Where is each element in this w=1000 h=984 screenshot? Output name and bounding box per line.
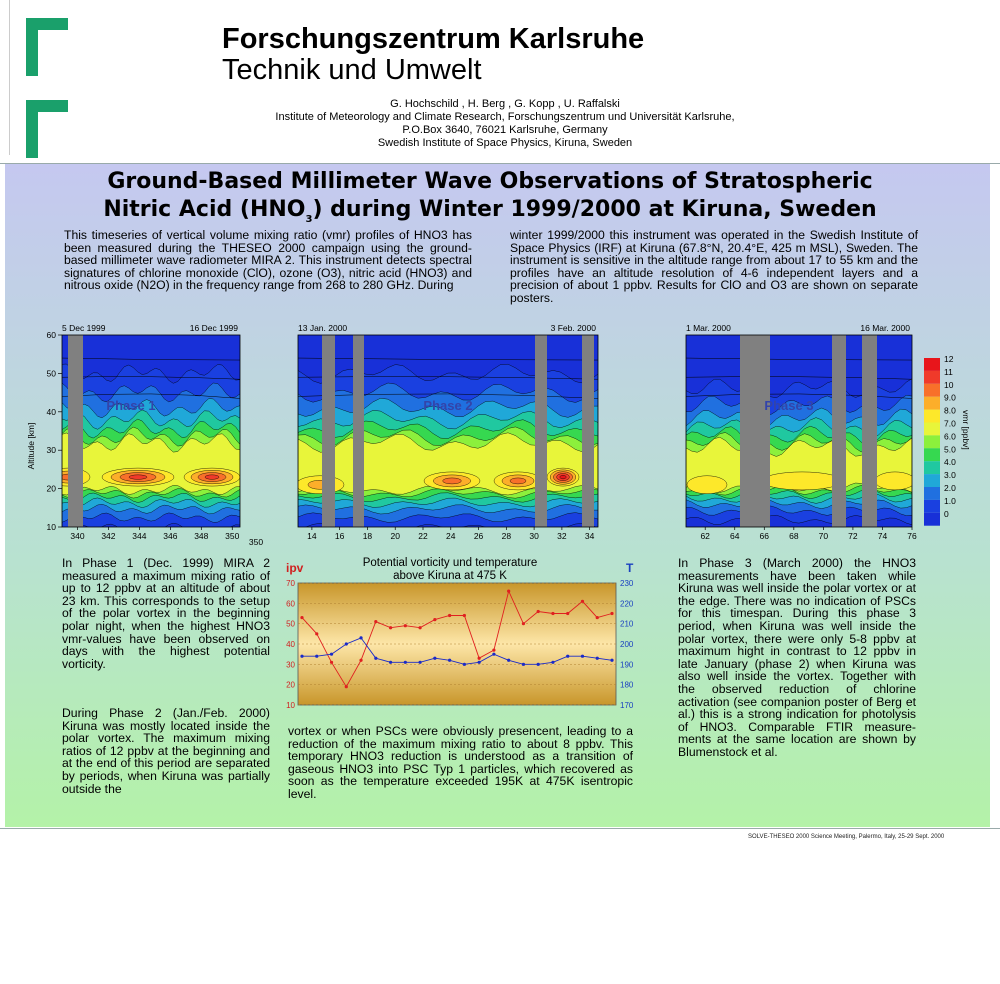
x-extra-tick-label: 350 [248, 537, 264, 547]
ipv-point [463, 614, 466, 617]
T-point [433, 657, 436, 660]
phase2-text-left: During Phase 2 (Jan./Feb. 2000) Kiruna was mostly located inside the polar vortex. The maximum mixing ratios of 12 ppbv at the beginning and at the end of this period are separated by periods, when Kiruna was partially outside the [62, 706, 270, 796]
x-tick-label: 350 [225, 531, 240, 541]
x-tick-label: 18 [362, 531, 373, 541]
contour-hotspot [762, 472, 842, 490]
t-axis-label: T [626, 561, 634, 575]
colorbar-swatch [924, 410, 940, 423]
colorbar-swatch [924, 448, 940, 461]
x-tick-label: 62 [700, 531, 710, 541]
y-tick-label: 50 [46, 368, 56, 379]
x-tick-label: 74 [877, 531, 888, 541]
contour-panel-1 [46, 323, 263, 547]
colorbar-swatch [924, 371, 940, 384]
chart-title-line-2: above Kiruna at 475 K [393, 570, 507, 582]
phase-label: Phase 3 [764, 398, 814, 413]
colorbar [924, 354, 971, 526]
x-tick-label: 32 [557, 531, 567, 541]
x-tick-label: 344 [132, 531, 147, 541]
ipv-point [610, 612, 613, 615]
T-point [330, 653, 333, 656]
ipv-tick: 30 [286, 660, 295, 670]
ipv-point [492, 649, 495, 652]
colorbar-swatch [924, 358, 940, 371]
y-tick-label: 60 [46, 330, 56, 340]
x-tick-label: 66 [759, 531, 770, 541]
ipv-point [433, 618, 436, 621]
ipv-ticks [286, 579, 295, 710]
poster-bottom-rule [0, 828, 1000, 829]
colorbar-swatch [924, 500, 940, 513]
ipv-tick: 60 [286, 599, 295, 609]
ipv-point [596, 616, 599, 619]
colorbar-swatch [924, 423, 940, 436]
logo-bar-bottom-horizontal [26, 100, 68, 112]
colorbar-swatch [924, 384, 940, 397]
title-line-1: Ground-Based Millimeter Wave Observations of Stratospheric [107, 169, 873, 194]
x-tick-label: 28 [501, 531, 512, 541]
t-tick: 200 [620, 640, 634, 649]
T-point [448, 659, 451, 662]
colorbar-tick: 1.0 [944, 495, 956, 506]
ipv-point [478, 657, 481, 660]
intro-right-text: winter 1999/2000 this instrument was operated in the Swedish Institute of Space Physics (IRF) at Kiruna (67.8°N, 20.4°E, 425 m MSL), Sweden. The instrument is sensitive in the altitude range from about 17 to 55 km and the profiles have an altitude resolution of 4-6 independent layers and a precision of about 1 ppbv. Results for ClO and O3 are shown on separate posters. [510, 228, 918, 305]
t-tick: 180 [620, 680, 634, 690]
T-point [418, 661, 421, 664]
phase-label: Phase 1 [106, 398, 156, 413]
x-tick-label: 22 [418, 531, 428, 541]
x-tick-label: 16 [334, 531, 345, 541]
T-point [478, 661, 481, 664]
y-tick-label: 20 [46, 483, 56, 494]
ipv-tick: 20 [286, 680, 295, 690]
ipv-point [581, 600, 584, 603]
ipv-point [345, 685, 348, 688]
institution-name: Forschungszentrum Karlsruhe [222, 23, 645, 55]
data-gap-bar [322, 335, 335, 527]
data-gap-bar [353, 335, 364, 527]
colorbar-swatch [924, 513, 940, 526]
ipv-point [300, 616, 303, 619]
institution-subtitle: Technik und Umwelt [222, 54, 482, 86]
ipv-point [418, 626, 421, 629]
x-tick-label: 76 [907, 531, 917, 541]
contour-panel-3 [686, 323, 917, 541]
x-tick-label: 34 [584, 531, 595, 541]
t-tick: 230 [620, 579, 634, 588]
ipv-point [537, 610, 540, 613]
chart-title-line-1: Potential vorticity und temperature [362, 557, 538, 569]
intro-left-text: This timeseries of vertical volume mixing ratio (vmr) profiles of HNO3 has been measured during the THESEO 2000 campaign using the ground-based millimeter wave radiometer MIRA 2. This instrument detects spectral signatures of chlorine monoxide (ClO), ozone (O3), nitric acid (HNO3) and nitrous oxide (N2O) in the frequency range from 268 to 280 GHz. During [64, 228, 472, 293]
x-tick-label: 340 [70, 531, 85, 541]
affiliation-1: Institute of Meteorology and Climate Research, Forschungszentrum und Universität Karlsruhe, [275, 111, 735, 123]
x-tick-label: 24 [446, 531, 456, 541]
colorbar-tick: 5.0 [944, 444, 956, 455]
logo-vertical-line [9, 0, 10, 155]
contour-hotspot [560, 475, 566, 479]
ipv-point [404, 624, 407, 627]
ipv-point [315, 632, 318, 635]
date-start-label: 13 Jan. 2000 [298, 323, 348, 333]
colorbar-tick: 10 [944, 379, 954, 390]
contour-chart [0, 320, 1000, 555]
x-tick-label: 342 [101, 531, 116, 541]
data-gap-bar [862, 335, 877, 527]
ipv-axis-label: ipv [286, 561, 304, 575]
date-end-label: 3 Feb. 2000 [550, 323, 596, 333]
colorbar-tick: 4.0 [944, 457, 956, 468]
y-axis-label: Altitude [km] [26, 422, 36, 470]
x-tick-label: 20 [390, 531, 400, 541]
ipv-tick: 70 [286, 579, 295, 588]
date-start-label: 5 Dec 1999 [62, 323, 106, 333]
phase3-text: In Phase 3 (March 2000) the HNO3 measurements have been taken while Kiruna was well inside the polar vortex or at the edge. There was no indication of PSCs for this timespan. During this phase 3 period, when Kiruna was well inside the polar vortex, there were only 5-8 ppbv at maximum hight in contrast to 12 ppbv in late January (phase 2) when Kiruna was also well inside the vortex. Together with the observed reduction of chlorine activation (see companion poster of Berg et al.) this is a strong indication for photolysis of HNO3. Comparable FTIR measure-ments at the same location are shown by Blumenstock et al. [678, 556, 916, 759]
ipv-point [374, 620, 377, 623]
colorbar-tick: 0 [944, 508, 949, 519]
y-axis-ticks [47, 330, 62, 532]
T-point [596, 657, 599, 660]
T-point [345, 642, 348, 645]
ipv-point [389, 626, 392, 629]
t-tick: 190 [620, 660, 634, 670]
colorbar-label: vmr [ppbv] [961, 410, 971, 450]
ipv-point [522, 622, 525, 625]
phase-label: Phase 2 [423, 398, 473, 413]
poster-top-rule [0, 163, 1000, 164]
contour-hotspot [205, 475, 219, 480]
y-tick-label: 30 [46, 445, 56, 456]
colorbar-tick: 3.0 [944, 470, 956, 481]
x-tick-label: 68 [789, 531, 799, 541]
x-tick-label: 64 [730, 531, 740, 541]
author-names: G. Hochschild , H. Berg , G. Kopp , U. Raffalski [390, 98, 620, 110]
T-point [359, 636, 362, 639]
authors-block [200, 98, 810, 150]
y-tick-label: 10 [46, 522, 56, 532]
T-point [404, 661, 407, 664]
T-point [537, 663, 540, 666]
colorbar-swatch [924, 461, 940, 474]
ipv-tick: 50 [286, 619, 295, 629]
T-point [507, 659, 510, 662]
contour-hotspot [510, 478, 526, 484]
colorbar-tick: 7.0 [944, 418, 956, 429]
date-start-label: 1 Mar. 2000 [686, 323, 731, 333]
T-point [551, 661, 554, 664]
T-point [315, 655, 318, 658]
pv-temperature-chart [280, 553, 640, 718]
x-tick-label: 70 [818, 531, 829, 541]
contour-panel-2 [296, 323, 598, 541]
date-end-label: 16 Mar. 2000 [860, 323, 910, 333]
colorbar-tick: 6.0 [944, 431, 956, 442]
contour-panels [46, 323, 917, 547]
affiliation-2: P.O.Box 3640, 76021 Karlsruhe, Germany [402, 124, 608, 136]
T-point [492, 653, 495, 656]
footer-note: SOLVE-THESEO 2000 Science Meeting, Palermo, Italy, 25-29 Sept. 2000 [748, 834, 945, 840]
T-point [581, 655, 584, 658]
phase1-text: In Phase 1 (Dec. 1999) MIRA 2 measured a maximum mixing ratio of up to 12 ppbv at an altitude of about 23 km. This corresponds to the setup of the polar vortex in the beginning polar night, when the highest HNO3 vmr-values have been observed on days with the highest potential vorticity. [62, 556, 270, 671]
date-end-label: 16 Dec 1999 [189, 323, 238, 333]
ipv-point [551, 612, 554, 615]
T-point [610, 659, 613, 662]
colorbar-swatch [924, 487, 940, 500]
affiliation-3: Swedish Institute of Space Physics, Kiruna, Sweden [377, 137, 633, 149]
data-gap-bar [68, 335, 83, 527]
phase2-text-mid: vortex or when PSCs were obviously presencent, leading to a reduction of the maximum mixing ratio to about 8 ppbv. This temporary HNO3 reduction is understood as a transition of gaseous HNO3 into PSC Typ 1 particles, which recovered as soon as the temperature exceeded 195K at 475K isentropic level. [288, 724, 633, 801]
data-gap-bar [832, 335, 846, 527]
colorbar-tick: 9.0 [944, 392, 956, 403]
t-tick: 210 [620, 619, 634, 629]
ipv-tick: 10 [286, 701, 295, 710]
data-gap-bar [582, 335, 594, 527]
data-gap-bar [535, 335, 547, 527]
t-ticks [620, 579, 634, 710]
ipv-point [330, 661, 333, 664]
contour-hotspot [443, 478, 462, 484]
data-gap-bar [740, 335, 770, 527]
logo-bar-top-horizontal [26, 18, 68, 30]
t-tick: 220 [620, 599, 634, 609]
ipv-point [448, 614, 451, 617]
ipv-point [507, 590, 510, 593]
ipv-point [566, 612, 569, 615]
x-tick-label: 348 [194, 531, 209, 541]
x-tick-label: 30 [529, 531, 539, 541]
colorbar-tick: 8.0 [944, 405, 956, 416]
T-point [300, 655, 303, 658]
x-tick-label: 26 [473, 531, 484, 541]
contour-hotspot [687, 476, 727, 494]
t-tick: 170 [620, 701, 634, 710]
colorbar-tick: 2.0 [944, 483, 956, 493]
poster-title [60, 168, 920, 234]
colorbar-tick: 11 [944, 366, 953, 377]
ipv-tick: 40 [286, 640, 295, 649]
T-point [566, 655, 569, 658]
contour-hotspot [875, 472, 915, 490]
T-point [522, 663, 525, 666]
x-tick-label: 346 [163, 531, 178, 541]
y-tick-label: 40 [46, 406, 56, 417]
ipv-point [359, 659, 362, 662]
T-point [374, 657, 377, 660]
colorbar-swatch [924, 474, 940, 487]
x-tick-label: 72 [848, 531, 858, 541]
T-point [463, 663, 466, 666]
colorbar-swatch [924, 435, 940, 448]
x-tick-label: 14 [307, 531, 317, 541]
T-point [389, 661, 392, 664]
contour-hotspot [129, 475, 147, 480]
colorbar-swatch [924, 397, 940, 410]
colorbar-tick: 12 [944, 354, 954, 364]
title-line-2: Nitric Acid $(HNO_3)$ during Winter 1999/2000 at Kiruna, Sweden [103, 197, 877, 225]
